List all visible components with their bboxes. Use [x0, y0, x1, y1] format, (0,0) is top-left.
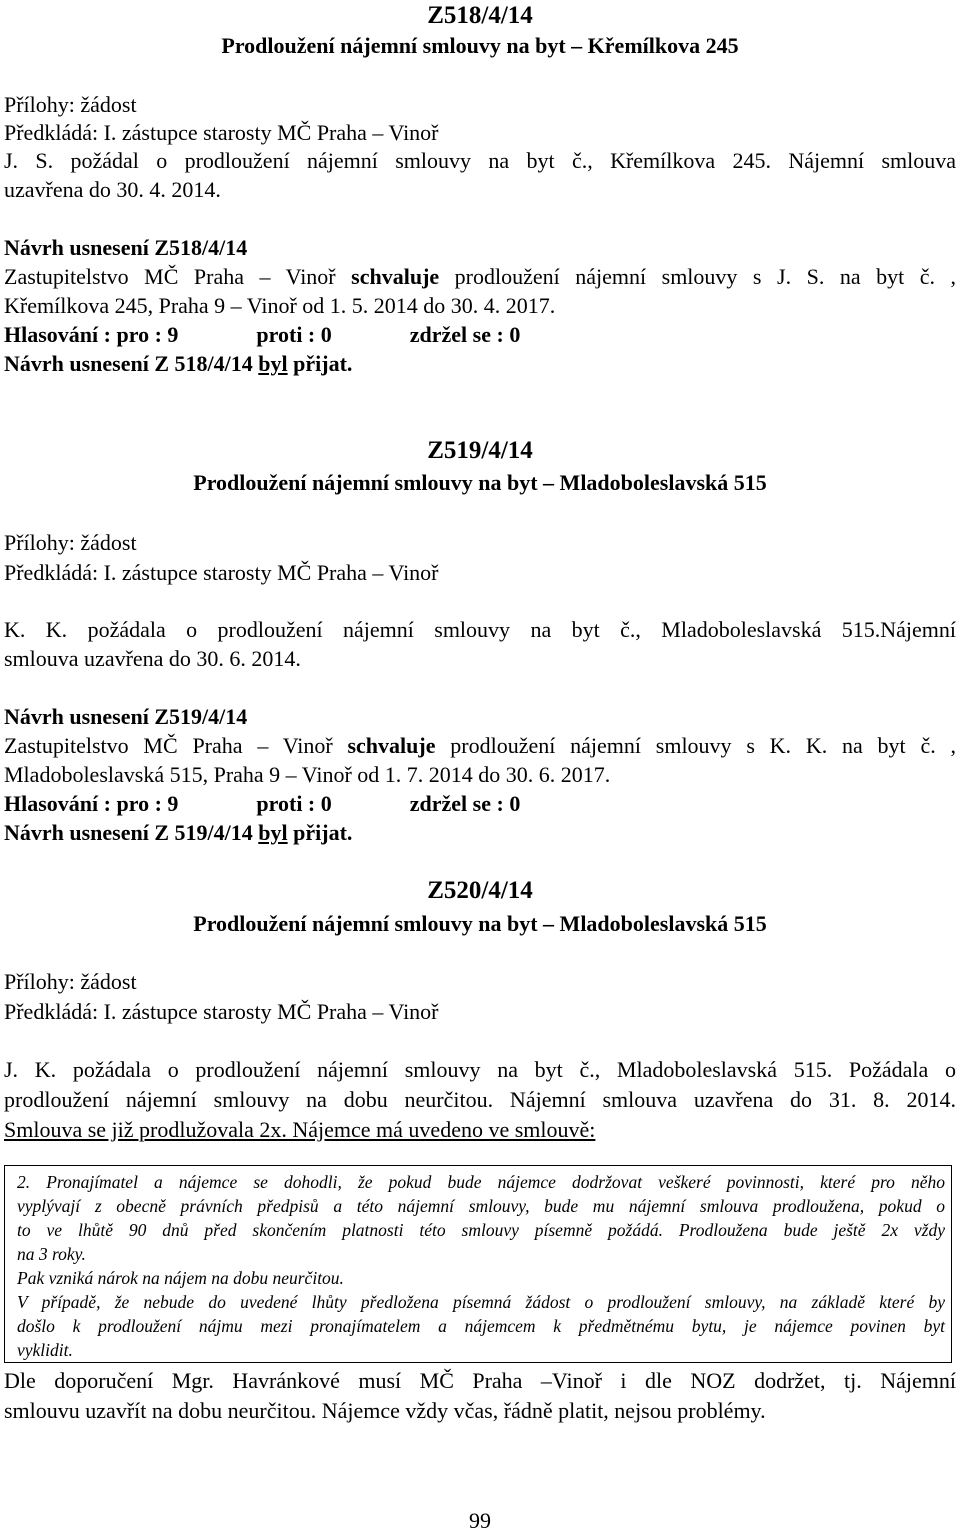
quote-line: na 3 roky.: [17, 1244, 86, 1264]
z518-body-line-1: J. S. požádal o prodloužení nájemní smlouvy na byt č., Křemílkova 245. Nájemní smlouva: [4, 148, 956, 173]
z520-after-line-1: Dle doporučení Mgr. Havránkové musí MČ Praha –Vinoř i dle NOZ dodržet, tj. Nájemní: [4, 1368, 956, 1393]
z519-presenter: Předkládá: I. zástupce starosty MČ Praha – Vinoř: [4, 560, 439, 585]
z520-subtitle: Prodloužení nájemní smlouvy na byt – Mladoboleslavská 515: [193, 911, 767, 936]
quote-line: došlo k prodloužení nájmu mezi pronajímatelem a nájemcem k předmětnému bytu, je nájemce povinen byt: [17, 1316, 945, 1336]
z520-attachments: Přílohy: žádost: [4, 969, 137, 994]
z519-attachments: Přílohy: žádost: [4, 530, 137, 555]
z518-attachments: Přílohy: žádost: [4, 92, 137, 117]
z519-body-line-2: smlouva uzavřena do 30. 6. 2014.: [4, 646, 301, 671]
z518-subtitle: Prodloužení nájemní smlouvy na byt – Křemílkova 245: [221, 33, 739, 58]
z520-body-line-1: J. K. požádala o prodloužení nájemní smlouvy na byt č., Mladoboleslavská 515. Požádala o: [4, 1057, 956, 1082]
z518-resolution-heading: Návrh usnesení Z518/4/14: [4, 235, 248, 260]
z520-after-line-2: smlouvu uzavřít na dobu neurčitou. Nájemce vždy včas, řádně platit, nejsou problémy.: [4, 1398, 766, 1423]
z519-resolution-line-2: Mladoboleslavská 515, Praha 9 – Vinoř od 1. 7. 2014 do 30. 6. 2017.: [4, 762, 611, 787]
quote-line: V případě, že nebude do uvedené lhůty předložena písemná žádost o prodloužení smlouvy, na základě které by: [17, 1292, 945, 1312]
z518-title: Z518/4/14: [427, 2, 533, 29]
z519-subtitle: Prodloužení nájemní smlouvy na byt – Mladoboleslavská 515: [193, 470, 767, 495]
z519-accepted: Návrh usnesení Z 519/4/14 byl přijat.: [4, 820, 353, 845]
z518-body-line-2: uzavřena do 30. 4. 2014.: [4, 177, 221, 202]
z519-vote: Hlasování : pro : 9 proti : 0 zdržel se : 0: [4, 791, 521, 816]
z519-body-line-1: K. K. požádala o prodloužení nájemní smlouvy na byt č., Mladoboleslavská 515.Nájemní: [4, 617, 956, 642]
z518-accepted: Návrh usnesení Z 518/4/14 byl přijat.: [4, 351, 353, 376]
z519-title: Z519/4/14: [427, 437, 533, 464]
quote-line: Pak vzniká nárok na nájem na dobu neurčitou.: [17, 1268, 344, 1288]
quote-line: vyplývají z obecně právních předpisů a této nájemní smlouvy, bude mu nájemní smlouva prodloužena, pokud o: [17, 1196, 945, 1216]
z519-resolution-heading: Návrh usnesení Z519/4/14: [4, 704, 248, 729]
quote-line: to ve lhůtě 90 dnů před skončením platnosti této smlouvy písemně požádá. Prodloužena bude ještě 2x vždy: [17, 1220, 945, 1240]
quote-line: 2. Pronajímatel a nájemce se dohodli, že pokud bude nájemce dodržovat veškeré povinnosti, které pro něho: [17, 1172, 945, 1192]
z520-presenter: Předkládá: I. zástupce starosty MČ Praha – Vinoř: [4, 999, 439, 1024]
contract-quote-box: [4, 1165, 952, 1363]
z518-resolution-line-1: Zastupitelstvo MČ Praha – Vinoř schvaluje prodloužení nájemní smlouvy s J. S. na byt č. ,: [4, 264, 957, 289]
z519-resolution-line-1: Zastupitelstvo MČ Praha – Vinoř schvaluje prodloužení nájemní smlouvy s K. K. na byt č. ,: [4, 733, 956, 758]
z518-resolution-line-2: Křemílkova 245, Praha 9 – Vinoř od 1. 5. 2014 do 30. 4. 2017.: [4, 293, 556, 318]
quote-line: vyklidit.: [17, 1340, 73, 1360]
z520-body-line-2: prodloužení nájemní smlouvy na dobu neurčitou. Nájemní smlouva uzavřena do 31. 8. 2014.: [4, 1087, 956, 1112]
page-number: 99: [469, 1508, 491, 1533]
z520-body-line-3: Smlouva se již prodlužovala 2x. Nájemce má uvedeno ve smlouvě:: [4, 1117, 596, 1142]
z518-presenter: Předkládá: I. zástupce starosty MČ Praha – Vinoř: [4, 120, 439, 145]
z518-vote: Hlasování : pro : 9 proti : 0 zdržel se : 0: [4, 322, 521, 347]
z520-title: Z520/4/14: [427, 877, 533, 904]
